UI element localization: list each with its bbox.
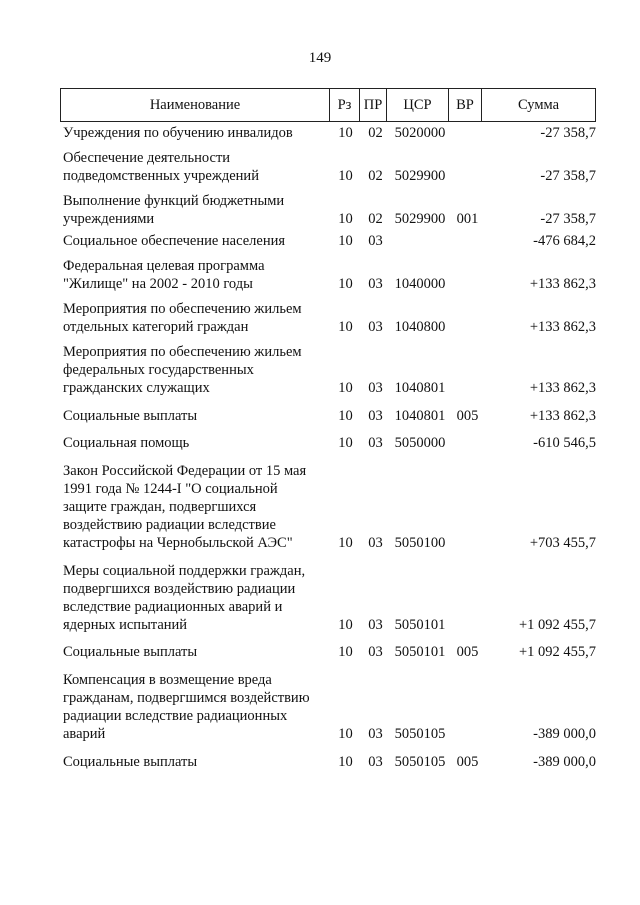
table-header <box>60 88 596 122</box>
row-vr: 005 <box>456 754 479 770</box>
row-name-line: аварий <box>63 726 106 742</box>
row-name-line: Социальная помощь <box>63 435 190 451</box>
row-name-line: воздействию радиации вследствие <box>63 517 276 533</box>
row-sum: +1 092 455,7 <box>518 617 596 633</box>
row-name-line: "Жилище" на 2002 - 2010 годы <box>63 276 253 292</box>
header-name: Наименование <box>61 89 330 121</box>
row-sum: -27 358,7 <box>540 211 596 227</box>
row-sum: -610 546,5 <box>533 435 596 451</box>
row-sum: +1 092 455,7 <box>518 644 596 660</box>
row-rz: 10 <box>338 233 353 249</box>
row-name-line: подведомственных учреждений <box>63 168 259 184</box>
header-rz: Рз <box>330 89 360 121</box>
row-sum: -27 358,7 <box>540 168 596 184</box>
header-vr: ВР <box>449 89 482 121</box>
row-pr: 02 <box>368 125 383 141</box>
table-row <box>63 462 596 552</box>
table-row <box>63 232 596 250</box>
row-name <box>63 671 325 743</box>
row-name-line: Социальное обеспечение населения <box>63 233 286 249</box>
row-name-line: Учреждения по обучению инвалидов <box>63 125 293 141</box>
row-sum: +133 862,3 <box>529 408 596 424</box>
row-name-line: Меры социальной поддержки граждан, <box>63 563 306 579</box>
row-csr: 5029900 <box>394 211 446 227</box>
table-row <box>63 192 596 228</box>
row-pr: 03 <box>368 617 383 633</box>
row-name-line: Компенсация в возмещение вреда <box>63 672 272 688</box>
row-pr: 03 <box>368 754 383 770</box>
row-pr: 02 <box>368 211 383 227</box>
table-row <box>63 753 596 771</box>
row-sum: +133 862,3 <box>529 276 596 292</box>
row-name-line: радиации вследствие радиационных <box>63 708 288 724</box>
row-csr: 5050100 <box>394 535 446 551</box>
row-rz: 10 <box>338 211 353 227</box>
table-row <box>63 643 596 661</box>
row-vr: 005 <box>456 644 479 660</box>
row-name-line: Мероприятия по обеспечению жильем <box>63 301 302 317</box>
table-row <box>63 671 596 743</box>
row-rz: 10 <box>338 435 353 451</box>
row-rz: 10 <box>338 617 353 633</box>
row-csr: 5050105 <box>394 726 446 742</box>
row-vr: 001 <box>456 211 479 227</box>
row-pr: 03 <box>368 319 383 335</box>
row-name-line: защите граждан, подвергшихся <box>63 499 257 515</box>
row-sum: -389 000,0 <box>533 726 596 742</box>
row-name-line: катастрофы на Чернобыльской АЭС" <box>63 535 293 551</box>
row-sum: +703 455,7 <box>529 535 596 551</box>
row-csr: 5050101 <box>394 644 446 660</box>
row-name-line: ядерных испытаний <box>63 617 188 633</box>
row-csr: 1040800 <box>394 319 446 335</box>
row-name <box>63 149 325 185</box>
row-name-line: федеральных государственных <box>63 362 254 378</box>
row-pr: 03 <box>368 276 383 292</box>
header-csr: ЦСР <box>387 89 449 121</box>
row-csr: 5050105 <box>394 754 446 770</box>
row-rz: 10 <box>338 168 353 184</box>
row-rz: 10 <box>338 726 353 742</box>
row-rz: 10 <box>338 535 353 551</box>
row-sum: -476 684,2 <box>533 233 596 249</box>
row-pr: 03 <box>368 435 383 451</box>
row-name <box>63 300 325 336</box>
row-sum: +133 862,3 <box>529 319 596 335</box>
row-vr: 005 <box>456 408 479 424</box>
row-rz: 10 <box>338 276 353 292</box>
row-name <box>63 192 325 228</box>
row-name <box>63 753 325 771</box>
row-csr: 5050000 <box>394 435 446 451</box>
row-name <box>63 407 325 425</box>
row-name <box>63 232 325 250</box>
row-csr: 1040801 <box>394 380 446 396</box>
row-pr: 02 <box>368 168 383 184</box>
row-sum: +133 862,3 <box>529 380 596 396</box>
row-name-line: Закон Российской Федерации от 15 мая <box>63 463 307 479</box>
header-sum: Сумма <box>517 96 560 113</box>
row-sum: -389 000,0 <box>533 754 596 770</box>
row-pr: 03 <box>368 408 383 424</box>
table-row <box>63 257 596 293</box>
table-row <box>63 343 596 397</box>
row-csr: 5029900 <box>394 168 446 184</box>
row-name <box>63 343 325 397</box>
row-name-line: Социальные выплаты <box>63 644 198 660</box>
row-name-line: вследствие радиационных аварий и <box>63 599 283 615</box>
row-csr: 5020000 <box>394 125 446 141</box>
row-name-line: Мероприятия по обеспечению жильем <box>63 344 302 360</box>
row-name <box>63 434 325 452</box>
row-name-line: гражданских служащих <box>63 380 210 396</box>
row-pr: 03 <box>368 380 383 396</box>
row-name-line: Социальные выплаты <box>63 408 198 424</box>
row-name <box>63 124 325 142</box>
row-name-line: Выполнение функций бюджетными <box>63 193 285 209</box>
row-pr: 03 <box>368 726 383 742</box>
table-row <box>63 407 596 425</box>
row-pr: 03 <box>368 233 383 249</box>
row-name-line: отдельных категорий граждан <box>63 319 249 335</box>
row-rz: 10 <box>338 380 353 396</box>
row-name <box>63 257 325 293</box>
row-name <box>63 462 325 552</box>
table-row <box>63 300 596 336</box>
table-row <box>63 434 596 452</box>
row-rz: 10 <box>338 644 353 660</box>
table-row <box>63 149 596 185</box>
row-rz: 10 <box>338 319 353 335</box>
table-row <box>63 124 596 142</box>
row-csr: 5050101 <box>394 617 446 633</box>
row-rz: 10 <box>338 125 353 141</box>
row-pr: 03 <box>368 535 383 551</box>
row-rz: 10 <box>338 754 353 770</box>
row-name-line: Социальные выплаты <box>63 754 198 770</box>
row-sum: -27 358,7 <box>540 125 596 141</box>
row-name <box>63 562 325 634</box>
row-name-line: Обеспечение деятельности <box>63 150 231 166</box>
row-csr: 1040801 <box>394 408 446 424</box>
row-rz: 10 <box>338 408 353 424</box>
row-name-line: подвергшихся воздействию радиации <box>63 581 296 597</box>
row-name-line: гражданам, подвергшимся воздействию <box>63 690 310 706</box>
row-name-line: 1991 года № 1244-I "О социальной <box>63 481 278 497</box>
page-number: 149 <box>308 50 332 66</box>
table-row <box>63 562 596 634</box>
row-csr: 1040000 <box>394 276 446 292</box>
row-pr: 03 <box>368 644 383 660</box>
row-name-line: Федеральная целевая программа <box>63 258 265 274</box>
row-name-line: учреждениями <box>63 211 155 227</box>
row-name <box>63 643 325 661</box>
header-pr: ПР <box>360 89 387 121</box>
